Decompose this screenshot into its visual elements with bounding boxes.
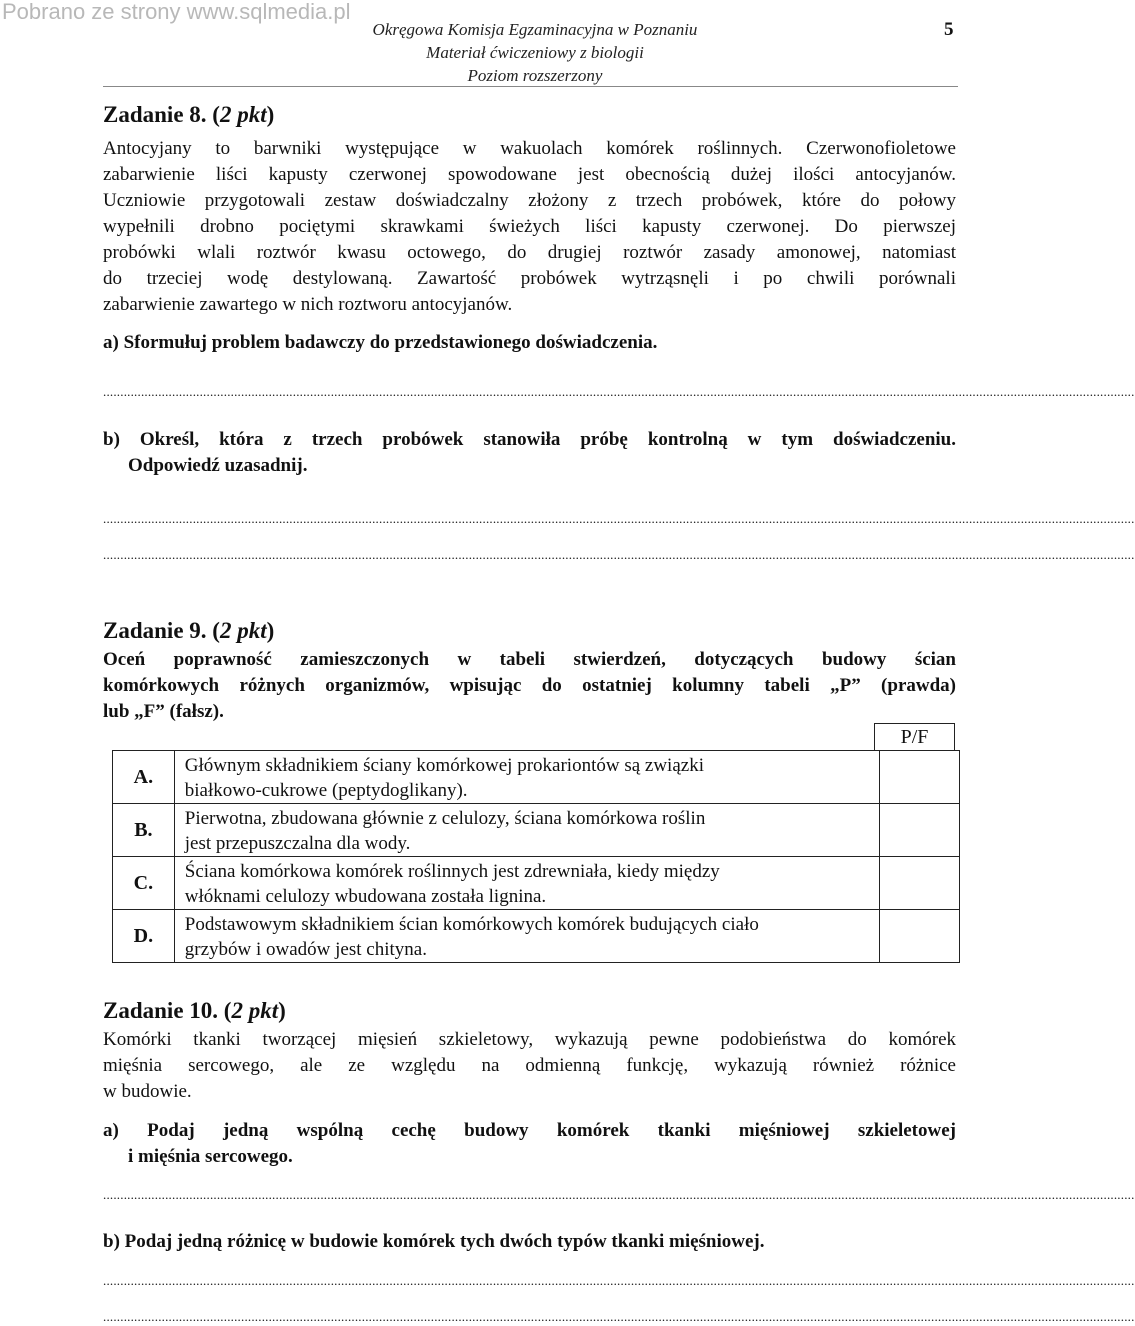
header-divider bbox=[103, 86, 958, 87]
page-header bbox=[300, 18, 770, 87]
task-10-text-line: w budowie. bbox=[103, 1081, 192, 1102]
task-8-text-line: do trzeciej wodę destylowaną. Zawartość probówek wytrząsnęli i po chwili porównali bbox=[103, 268, 956, 289]
header-line-2: Materiał ćwiczeniowy z biologii bbox=[426, 43, 644, 62]
row-letter: A. bbox=[113, 751, 175, 804]
row-letter: B. bbox=[113, 804, 175, 857]
task-8-text-line: zabarwienie liści kapusty czerwonej spowodowane jest obecnością dużej ilości antocyjanów. bbox=[103, 164, 956, 185]
table-row bbox=[113, 751, 960, 804]
answer-cell[interactable] bbox=[880, 857, 960, 910]
task-9-instruction-line: komórkowych różnych organizmów, wpisując do ostatniej kolumny tabeli „P” (prawda) bbox=[103, 675, 956, 696]
task-9-title: Zadanie 9. (2 pkt) bbox=[103, 618, 275, 643]
task-10-question-a: a) Podaj jedną wspólną cechę budowy komórek tkanki mięśniowej szkieletowej bbox=[103, 1120, 956, 1141]
task-8-text-line: probówki wlali roztwór kwasu octowego, do drugiej roztwór zasady amonowej, natomiast bbox=[103, 242, 956, 263]
task-9-instruction-line: lub „F” (fałsz). bbox=[103, 701, 224, 722]
task-8-question-b-cont: Odpowiedź uzasadnij. bbox=[128, 455, 308, 476]
row-statement: Ściana komórkowa komórek roślinnych jest zdrewniała, kiedy między włóknami celulozy wbudowana została lignina. bbox=[174, 857, 880, 910]
statements-table bbox=[112, 750, 960, 963]
page-number: 5 bbox=[944, 19, 954, 40]
task-10-question-a-cont: i mięśnia sercowego. bbox=[128, 1146, 293, 1167]
row-letter: C. bbox=[113, 857, 175, 910]
answer-cell[interactable] bbox=[880, 751, 960, 804]
row-statement: Głównym składnikiem ściany komórkowej prokariontów są związki białkowo-cukrowe (peptydoglikany). bbox=[174, 751, 880, 804]
answer-line[interactable]: ........................................................................................................................................................................................................................................................................................................... bbox=[103, 384, 1135, 399]
task-8-text-line: Uczniowie przygotowali zestaw doświadczalny złożony z trzech probówek, które do połowy bbox=[103, 190, 956, 211]
task-8-question-b: b) Określ, która z trzech probówek stanowiła próbę kontrolną w tym doświadczeniu. bbox=[103, 429, 956, 450]
task-8-text-line: wypełnili drobno pociętymi skrawkami świeżych liści kapusty czerwonej. Do pierwszej bbox=[103, 216, 956, 237]
task-8-question-a: a) Sformułuj problem badawczy do przedstawionego doświadczenia. bbox=[103, 332, 658, 353]
header-line-1: Okręgowa Komisja Egzaminacyjna w Poznaniu bbox=[372, 20, 698, 39]
table-row bbox=[113, 804, 960, 857]
answer-cell[interactable] bbox=[880, 910, 960, 963]
row-statement: Podstawowym składnikiem ścian komórkowych komórek budujących ciało grzybów i owadów jest chityna. bbox=[174, 910, 880, 963]
table-row bbox=[113, 857, 960, 910]
task-10-text-line: mięśnia sercowego, ale ze względu na odmienną funkcję, wykazują również różnice bbox=[103, 1055, 956, 1076]
task-8-text-line: Antocyjany to barwniki występujące w wakuolach komórek roślinnych. Czerwonofioletowe bbox=[103, 138, 956, 159]
table-row bbox=[113, 910, 960, 963]
task-8-title: Zadanie 8. (2 pkt) bbox=[103, 102, 275, 127]
answer-line[interactable]: ........................................................................................................................................................................................................................................................................................................... bbox=[103, 1273, 1135, 1288]
header-line-3: Poziom rozszerzony bbox=[467, 66, 603, 85]
row-statement: Pierwotna, zbudowana głównie z celulozy, ściana komórkowa roślin jest przepuszczalna dla wody. bbox=[174, 804, 880, 857]
task-9-instruction-line: Oceń poprawność zamieszczonych w tabeli stwierdzeń, dotyczących budowy ścian bbox=[103, 649, 956, 670]
pf-column-header: P/F bbox=[874, 723, 955, 750]
answer-line[interactable]: ........................................................................................................................................................................................................................................................................................................... bbox=[103, 511, 1135, 526]
answer-cell[interactable] bbox=[880, 804, 960, 857]
task-8-text-line: zabarwienie zawartego w nich roztworu antocyjanów. bbox=[103, 294, 513, 315]
task-10-text-line: Komórki tkanki tworzącej mięsień szkieletowy, wykazują pewne podobieństwa do komórek bbox=[103, 1029, 956, 1050]
watermark: Pobrano ze strony www.sqlmedia.pl bbox=[2, 0, 351, 24]
task-10-question-b: b) Podaj jedną różnicę w budowie komórek tych dwóch typów tkanki mięśniowej. bbox=[103, 1231, 765, 1252]
row-letter: D. bbox=[113, 910, 175, 963]
answer-line[interactable]: ........................................................................................................................................................................................................................................................................................................... bbox=[103, 1309, 1135, 1324]
task-10-title: Zadanie 10. (2 pkt) bbox=[103, 998, 286, 1023]
answer-line[interactable]: ........................................................................................................................................................................................................................................................................................................... bbox=[103, 1187, 1135, 1202]
answer-line[interactable]: ........................................................................................................................................................................................................................................................................................................... bbox=[103, 547, 1135, 562]
